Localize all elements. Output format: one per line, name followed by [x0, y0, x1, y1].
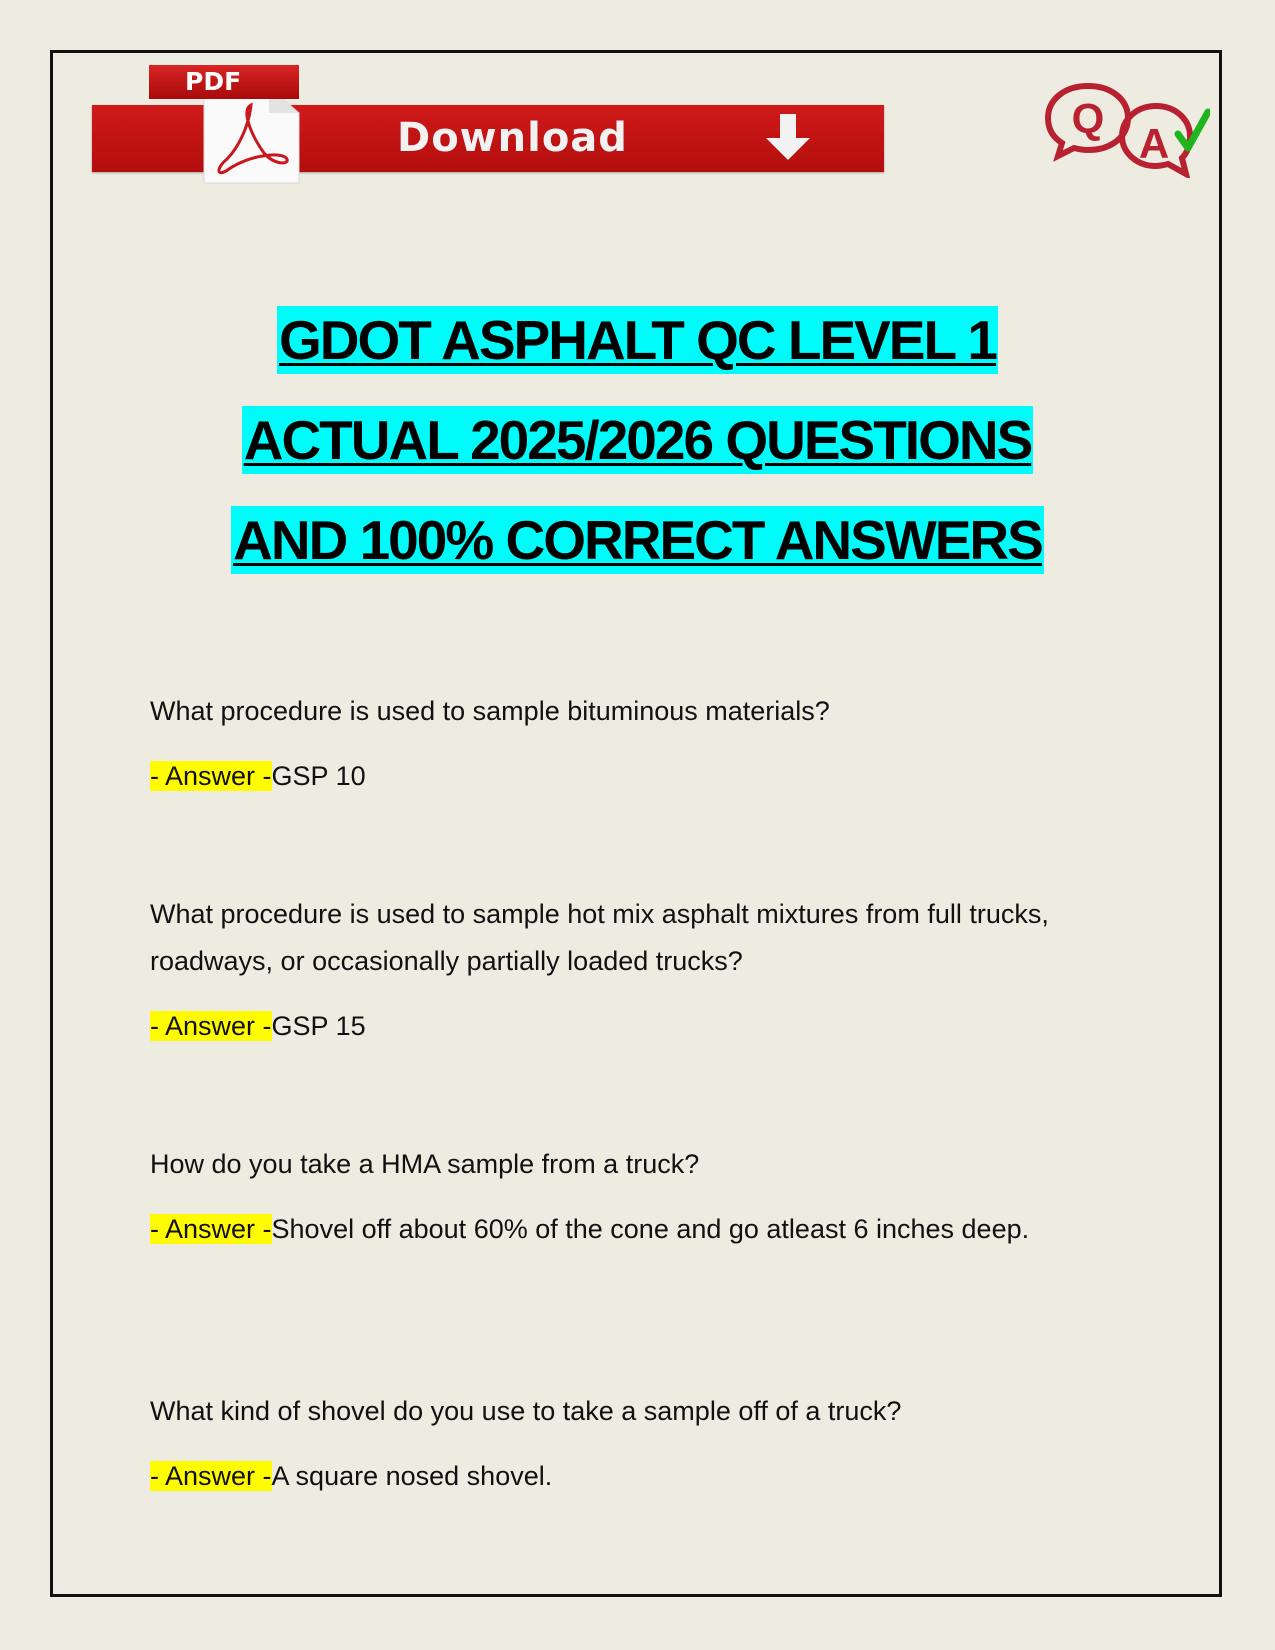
answer-text: Shovel off about 60% of the cone and go atleast 6 inches deep.: [271, 1214, 1030, 1244]
svg-text:Q: Q: [1071, 95, 1105, 142]
answer-prefix: - Answer -: [150, 1011, 272, 1041]
svg-text:A: A: [1138, 120, 1170, 167]
download-arrow-icon: [760, 112, 816, 164]
answer-text: GSP 15: [271, 1011, 366, 1041]
qa-list: [150, 688, 1090, 1500]
question-text: What procedure is used to sample bituminous materials?: [150, 696, 830, 726]
qa-item: [150, 1141, 1090, 1388]
answer-prefix: - Answer -: [150, 1214, 272, 1244]
qa-logo: [1040, 78, 1210, 178]
answer-prefix: - Answer -: [150, 761, 272, 791]
title-line-3: AND 100% CORRECT ANSWERS: [231, 506, 1044, 574]
answer-text: GSP 10: [271, 761, 366, 791]
answer-line: [150, 1003, 1090, 1050]
question-text: What procedure is used to sample hot mix asphalt mixtures from full trucks, roadways, or occasionally partially loaded trucks?: [150, 899, 1049, 976]
answer-prefix: - Answer -: [150, 1461, 272, 1491]
download-label: Download: [397, 115, 628, 161]
qa-item: [150, 688, 1090, 891]
pdf-document-icon: [149, 65, 309, 185]
question-text: What kind of shovel do you use to take a sample off of a truck?: [150, 1396, 902, 1426]
pdf-download-banner[interactable]: [92, 62, 887, 182]
title-line-1: GDOT ASPHALT QC LEVEL 1: [277, 306, 998, 374]
title-line-2: ACTUAL 2025/2026 QUESTIONS: [242, 406, 1034, 474]
answer-line: [150, 753, 1090, 800]
qa-item: [150, 891, 1090, 1141]
answer-line: [150, 1453, 1090, 1500]
pdf-tab-label: PDF: [149, 65, 299, 99]
qa-item: [150, 1388, 1090, 1500]
question-text: How do you take a HMA sample from a truck?: [150, 1149, 700, 1179]
document-title: [0, 306, 1275, 606]
answer-line: [150, 1206, 1090, 1253]
answer-text: A square nosed shovel.: [271, 1461, 553, 1491]
